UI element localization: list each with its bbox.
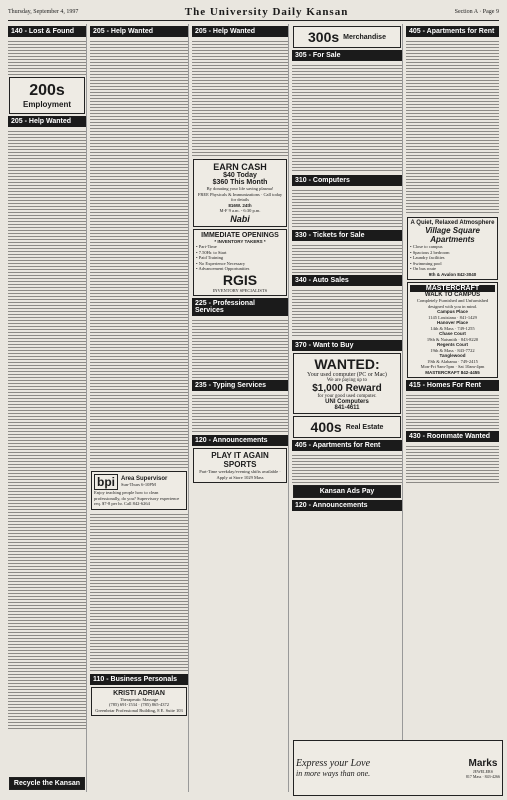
rgis-list: • Part-Time • 7.50Hr. to Start • Paid Training • No Experience Necessary • Advancement Opportunities <box>196 244 250 271</box>
village-name: Village Square Apartments <box>425 226 480 244</box>
section-header-professional-services: 225 - Professional Services <box>192 298 288 316</box>
bpi-text: Enjoy teaching people how to clean professionally, do you? Supervisory experience req. $7-8 per hr. Call 842-6264 <box>94 490 180 506</box>
rgis-tag: INVENTORY SPECIALISTS <box>212 287 268 293</box>
section-header-help-wanted: 205 - Help Wanted <box>90 26 188 37</box>
marks-headline-1: Express your Love <box>296 758 371 769</box>
section-header-help-wanted: 205 - Help Wanted <box>192 26 288 37</box>
column-5 <box>406 24 499 738</box>
section-header-apartments: 405 - Apartments for Rent <box>292 440 402 451</box>
section-header-auto-sales: 340 - Auto Sales <box>292 275 402 286</box>
location-name: Regents Court <box>436 342 468 347</box>
classified-text <box>90 39 188 469</box>
marks-logo: Marks <box>468 757 498 769</box>
nabi-line2: $360 This Month <box>212 179 268 186</box>
kristi-adrian-ad <box>91 687 187 717</box>
play-title: PLAY IT AGAIN SPORTS <box>211 451 269 469</box>
classified-text <box>8 129 86 729</box>
location-name: Campus Place <box>437 309 468 314</box>
mastercraft-hours: Mon-Fri 9am-5pm · Sat 10am-4pm <box>420 364 485 369</box>
location-address: 1145 Louisiana · 841-1429 <box>428 314 477 320</box>
section-header-apartments: 405 - Apartments for Rent <box>406 26 499 37</box>
location-address: 19th & Mass · 843-7722 <box>430 347 475 353</box>
rgis-sub: * INVENTORY TAKERS * <box>214 238 266 244</box>
nabi-line4: FREE Physicals & Immunizations · Call today for details <box>197 191 283 202</box>
mastercraft-ad <box>407 282 498 378</box>
nabi-logo: Nabi <box>230 213 250 224</box>
section-header-announcements: 120 - Announcements <box>292 500 402 511</box>
location-address: 19th & Alabama · 749-2415 <box>427 358 478 364</box>
rgis-logo: RGIS <box>222 271 258 288</box>
classified-text <box>292 188 402 228</box>
real-estate-banner <box>293 416 401 438</box>
location-name: Hanover Place <box>436 320 469 325</box>
classified-text <box>406 393 499 429</box>
column-4 <box>292 24 403 792</box>
section-header-lost-found: 140 - Lost & Found <box>8 26 86 37</box>
merchandise-number: 300s <box>308 29 340 45</box>
wanted-amount: $1,000 Reward <box>312 383 382 394</box>
column-3 <box>192 24 289 792</box>
section-header-for-sale: 305 - For Sale <box>292 50 402 61</box>
classified-text <box>292 288 402 338</box>
section-header-business-personals: 110 - Business Personals <box>90 674 188 685</box>
wanted-line3: for your good used computer. <box>317 394 377 399</box>
merchandise-label: Merchandise <box>343 33 386 41</box>
real-estate-label: Real Estate <box>345 423 384 431</box>
play-it-again-ad <box>193 448 287 483</box>
section-header-tickets: 330 - Tickets for Sale <box>292 230 402 241</box>
real-estate-number: 400s <box>310 419 342 435</box>
nabi-hours: M-F 9 a.m. - 6:30 p.m. <box>219 208 261 213</box>
kristi-address: Greenbriar Professional Building, 8 E. Suite 103 <box>95 707 183 713</box>
wanted-phone: 841-4611 <box>334 405 360 411</box>
classified-text <box>292 243 402 273</box>
masthead-date: Thursday, September 4, 1997 <box>8 9 79 15</box>
play-sub: Part-Time weekday/evening shifts available · Apply at Store 1029 Mass <box>199 469 281 480</box>
section-header-computers: 310 - Computers <box>292 175 402 186</box>
location-address: 19th & Naismith · 843-8220 <box>426 336 479 342</box>
wanted-line2: We are paying up to <box>326 378 368 383</box>
mastercraft-sub: Completely Furnished and Unfurnished <box>416 298 489 303</box>
employment-banner <box>9 77 85 114</box>
column-1 <box>8 24 87 792</box>
employment-number: 200s <box>29 82 65 99</box>
classified-text <box>8 39 86 75</box>
nabi-line3: By donating your life saving plasma! <box>206 186 274 191</box>
recycle-banner: Recycle the Kansan <box>9 777 85 790</box>
masthead-section: Section A · Page 9 <box>454 9 499 15</box>
marks-headline-2: in more ways than one. <box>296 769 371 778</box>
mastercraft-title: WALK TO CAMPUS <box>424 292 481 298</box>
marks-jewelers-ad <box>293 740 503 796</box>
section-header-roommate-wanted: 430 - Roommate Wanted <box>406 431 499 442</box>
section-header-announcements: 120 - Announcements <box>192 435 288 446</box>
nabi-title: EARN CASH <box>213 162 267 172</box>
kristi-sub: Therapeutic Massage <box>119 696 159 702</box>
section-header-homes-for-rent: 415 - Homes For Rent <box>406 380 499 391</box>
kristi-phone: (785) 691-1534 · (785) 865-4372 <box>109 702 169 707</box>
kansan-ads-pay-banner: Kansan Ads Pay <box>293 485 401 498</box>
bpi-title: Area Supervisor <box>121 476 168 483</box>
wanted-title: WANTED: <box>314 356 380 372</box>
classified-text <box>192 318 288 378</box>
mastercraft-footer: MASTERCRAFT 842-4455 <box>425 369 480 375</box>
bpi-logo: bpi <box>94 474 118 490</box>
marks-phone: 817 Mass · 843-4266 <box>465 773 500 779</box>
rgis-title: IMMEDIATE OPENINGS <box>201 231 279 239</box>
mastercraft-sub2: designed with you in mind. <box>427 303 478 309</box>
classified-text <box>292 453 402 483</box>
employment-label: Employment <box>22 100 71 109</box>
bpi-hours: Sun-Thurs 6-10PM <box>121 482 156 488</box>
classified-text <box>192 39 288 157</box>
wanted-line1: Your used computer (PC or Mac) <box>307 372 387 378</box>
kristi-name: KRISTI ADRIAN <box>113 689 165 697</box>
wanted-company: UNI Computers <box>325 399 369 405</box>
merchandise-banner <box>293 26 401 48</box>
section-header-typing-services: 235 - Typing Services <box>192 380 288 391</box>
classified-text <box>90 512 188 672</box>
classified-text <box>406 39 499 215</box>
classified-text <box>192 393 288 433</box>
section-header-help-wanted: 205 - Help Wanted <box>8 116 86 127</box>
classified-text <box>406 444 499 484</box>
classified-text <box>292 63 402 173</box>
location-address: 14th & Mass · 749-1255 <box>430 325 475 331</box>
location-name: Chase Court <box>439 331 466 336</box>
village-title: A Quiet, Relaxed Atmosphere <box>410 220 495 226</box>
section-header-want-to-buy: 370 - Want to Buy <box>292 340 402 351</box>
masthead-title: The University Daily Kansan <box>184 6 349 18</box>
column-2 <box>90 24 189 792</box>
marks-sub: JEWELERS <box>472 768 493 774</box>
rgis-ad <box>193 229 287 297</box>
bpi-ad <box>91 471 187 510</box>
village-phone: 9th & Avalon 842-3040 <box>428 271 477 277</box>
mastercraft-logo: MASTERCRAFT <box>410 285 495 292</box>
nabi-ad <box>193 159 287 227</box>
uni-computers-ad <box>293 353 401 414</box>
nabi-address: 816W. 24th <box>228 202 252 208</box>
nabi-line1: $40 Today <box>223 172 257 179</box>
location-name: Tanglewood <box>439 353 466 358</box>
village-list: • Close to campus • Spacious 2 bedroom • Laundry facilities • Swimming pool • On bus route <box>410 244 450 271</box>
masthead <box>8 4 499 21</box>
village-square-ad <box>407 217 498 280</box>
